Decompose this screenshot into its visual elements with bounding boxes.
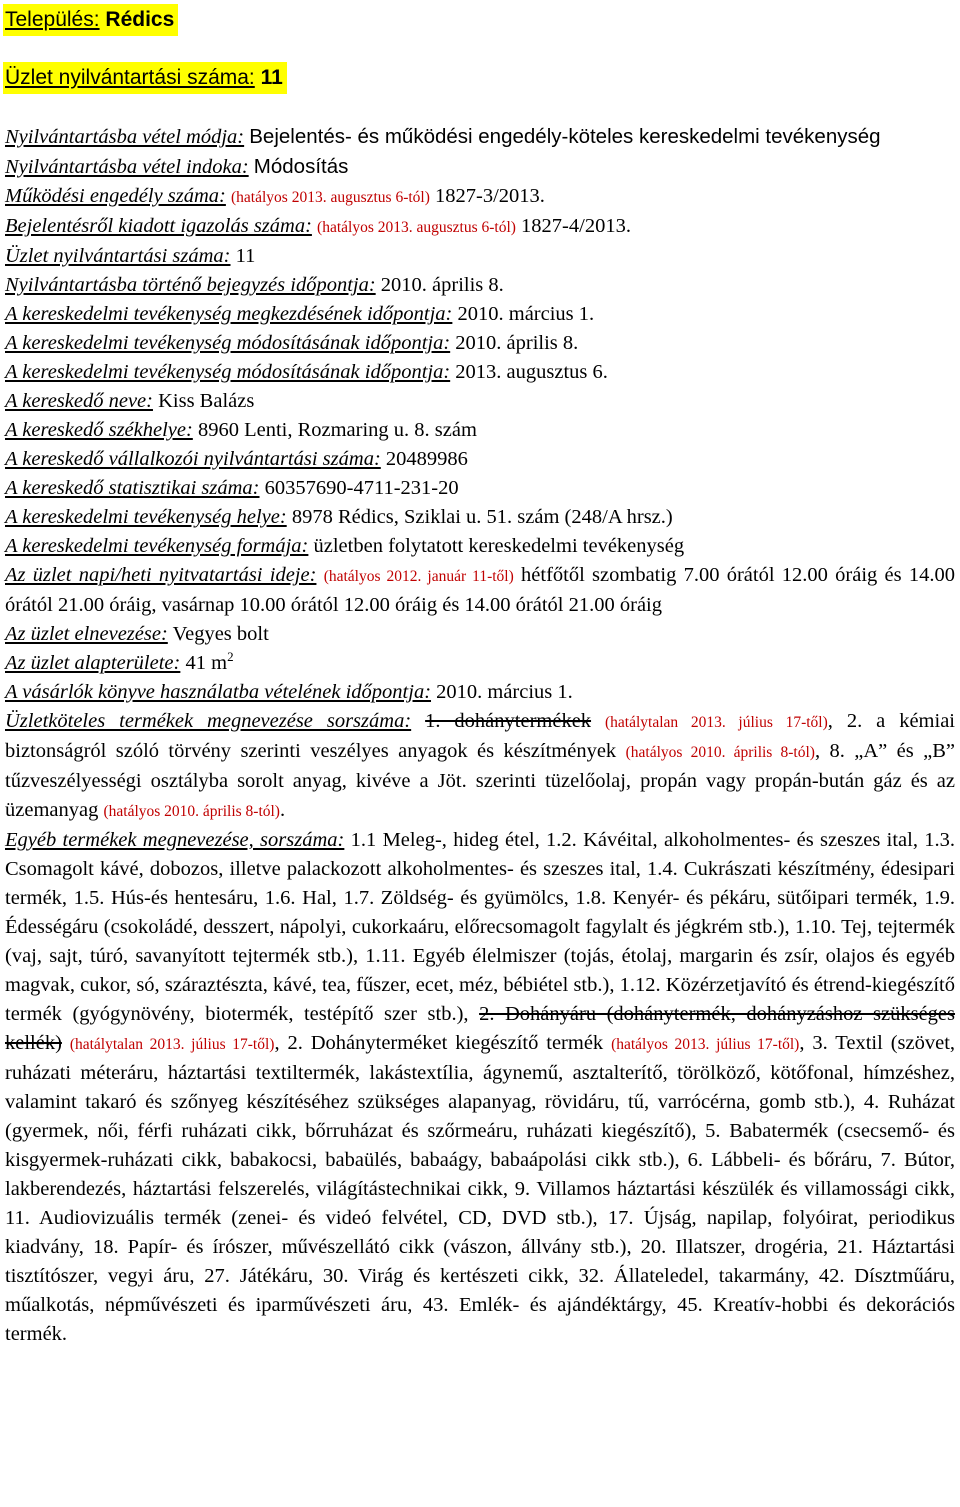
field-value: 2010. április 8.: [455, 332, 579, 354]
field-label: Az üzlet elnevezése:: [5, 623, 168, 645]
revoked-item: 2. Dohányáru (dohánytermék, dohányzáshoz szükséges kellék): [5, 1003, 956, 1054]
product-list: , 8. „A” és „B” tűzveszélyességi osztályba sorolt anyag, kivéve a Jöt. szerinti tüzelőolaj, propán vagy propán-bután gáz és az üzemanyag: [5, 740, 956, 821]
field-label: Nyilvántartásba vétel módja:: [5, 126, 245, 148]
field-value: Vegyes bolt: [172, 623, 269, 645]
field-floor-area: [5, 649, 955, 678]
field-entry-date: [5, 271, 955, 300]
field-label: A kereskedelmi tevékenység megkezdésének időpontja:: [5, 303, 453, 325]
town-value: Rédics: [105, 8, 175, 31]
field-mode: [5, 122, 955, 152]
field-licensed-products: [5, 707, 955, 826]
field-permit: [5, 182, 955, 212]
field-label: Az üzlet napi/heti nyitvatartási ideje:: [5, 564, 317, 586]
field-form: [5, 532, 955, 561]
validity-note: (hatályos 2010. április 8-tól): [103, 803, 280, 820]
field-value: 8960 Lenti, Rozmaring u. 8. szám: [197, 419, 477, 441]
field-start-date: [5, 300, 955, 329]
product-list: , 2. Dohányterméket kiegészítő termék: [274, 1032, 604, 1054]
field-cert: [5, 212, 955, 242]
field-value: 60357690-4711-231-20: [264, 477, 459, 499]
field-stat-number: [5, 474, 955, 503]
field-complaint-book: [5, 678, 955, 707]
store-number-label: Üzlet nyilvántartási száma:: [5, 66, 255, 89]
validity-note: (hatályos 2010. április 8-tól): [625, 744, 815, 761]
product-list: 1.1 Meleg-, hideg étel, 1.2. Kávéital, alkoholmentes- és szeszes ital, 1.3. Csomagolt kávé, dobozos, illetve palackozott alkoholmentes- és szeszes ital, 1.4. Cukrászati készítmény, édesipari termék, 1.5. Hús-és hentesáru, 1.6. Hal, 1.7. Zöldség- és gyümölcs, 1.8. Kenyér- és pékáru, sütőipari termék, 1.9. Édességáru (csokoládé, desszert, nápolyi, cukorkaáru, előrecsomagolt fagylalt és jégkrém stb.), 1.10. Tej, tejtermék (vaj, sajt, túró, savanyított tejtermék stb.), 1.11. Egyéb élelmiszer (tojás, étolaj, margarin és zsír, olajos és egyéb magvak, cukor, só, száraztészta, kávé, tea, fűszer, ecet, méz, bébiétel stb.), 1.12. Közérzetjavító és étrend-kiegészítő termék (gyógynövény, biotermék, testépítő szer stb.),: [5, 829, 955, 1025]
product-list: , 2. a kémiai biztonságról szóló törvény szerinti veszélyes anyagok és készítmények: [5, 710, 955, 762]
revoked-item: 1. dohánytermékek: [425, 710, 592, 732]
field-place: [5, 503, 955, 532]
field-label: A kereskedelmi tevékenység formája:: [5, 535, 309, 557]
field-value: Bejelentés- és működési engedély-köteles kereskedelmi tevékenység: [249, 125, 881, 148]
field-label: Nyilvántartásba történő bejegyzés időpontja:: [5, 274, 376, 296]
field-store-name: [5, 620, 955, 649]
record-body: [5, 122, 955, 1349]
punctuation: .: [279, 799, 286, 821]
field-label: A kereskedelmi tevékenység helye:: [5, 506, 287, 528]
validity-note: (hatálytalan 2013. július 17-től): [69, 1036, 275, 1053]
field-label: Bejelentésről kiadott igazolás száma:: [5, 215, 312, 237]
field-label: Az üzlet alapterülete:: [5, 652, 181, 674]
field-other-products: [5, 826, 955, 1349]
field-label: A kereskedő székhelye:: [5, 419, 193, 441]
field-value: 8978 Rédics, Sziklai u. 51. szám (248/A hrsz.): [291, 506, 673, 528]
field-label: A kereskedő neve:: [5, 390, 153, 412]
field-value: 2013. augusztus 6.: [455, 361, 608, 383]
field-value: 41 m: [185, 652, 228, 674]
validity-note: (hatályos 2012. január 11-től): [323, 568, 514, 585]
field-label: Egyéb termékek megnevezése, sorszáma:: [5, 829, 345, 851]
validity-note: (hatályos 2013. augusztus 6-tól): [231, 189, 430, 206]
store-number-heading: [3, 62, 287, 94]
validity-note: (hatálytalan 2013. július 17-től): [605, 714, 828, 731]
field-label: Működési engedély száma:: [5, 185, 226, 207]
area-unit-exponent: 2: [227, 649, 234, 665]
field-mod-date-1: [5, 329, 955, 358]
town-heading: [3, 4, 178, 36]
field-value: üzletben folytatott kereskedelmi tevékenység: [313, 535, 685, 557]
field-opening-hours: [5, 561, 955, 620]
field-label: A kereskedelmi tevékenység módosításának időpontja:: [5, 332, 451, 354]
field-trader-seat: [5, 416, 955, 445]
field-reason: [5, 152, 955, 182]
validity-note: (hatályos 2013. augusztus 6-tól): [317, 219, 516, 236]
field-value: Kiss Balázs: [158, 390, 255, 412]
field-trader-name: [5, 387, 955, 416]
field-value: Módosítás: [253, 155, 349, 178]
field-label: Üzletköteles termékek megnevezése sorszáma:: [5, 710, 412, 732]
field-value: 20489986: [385, 448, 468, 470]
field-value: 2010. március 1.: [436, 681, 573, 703]
validity-note: (hatályos 2013. július 17-től): [611, 1036, 800, 1053]
town-label: Település:: [5, 8, 100, 31]
field-value: hétfőtől szombatig 7.00 órától 12.00 óráig és 14.00 órától 21.00 óráig, vasárnap 10.00 órától 12.00 óráig és 14.00 órától 21.00 óráig: [5, 564, 956, 616]
field-value: 11: [235, 245, 256, 267]
field-value: 1827-3/2013.: [435, 185, 545, 207]
field-regno: [5, 242, 955, 271]
field-label: Üzlet nyilvántartási száma:: [5, 245, 231, 267]
field-mod-date-2: [5, 358, 955, 387]
field-value: 2010. március 1.: [457, 303, 595, 325]
store-number-value: 11: [260, 66, 283, 89]
field-enterprise-reg: [5, 445, 955, 474]
field-label: A kereskedő vállalkozói nyilvántartási száma:: [5, 448, 381, 470]
field-label: Nyilvántartásba vétel indoka:: [5, 156, 249, 178]
field-label: A kereskedelmi tevékenység módosításának időpontja:: [5, 361, 451, 383]
field-value: 1827-4/2013.: [521, 215, 631, 237]
field-value: 2010. április 8.: [380, 274, 504, 296]
field-label: A vásárlók könyve használatba vételének időpontja:: [5, 681, 432, 703]
field-label: A kereskedő statisztikai száma:: [5, 477, 260, 499]
product-list: , 3. Textil (szövet, ruházati méteráru, háztartási textiltermék, lakástextília, ágynemű, asztalterítő, törölköző, kötőfonal, hímzéshez, valamint takaró és szőnyeg készítéséhez szükséges alapanyag, rövidáru, tű, varrócérna, gomb stb.), 4. Ruházat (gyermek, női, férfi ruházati cikk, bőrruházat és szőrmeáru, ruházati kiegészítő), 5. Babatermék (csecsemő- és kisgyermek-ruházati cikk, babakocsi, babaülés, babaágy, babaápolási cikk stb.), 6. Lábbeli- és bőráru, 7. Bútor, lakberendezés, háztartási felszerelés, világítástechnikai cikk, 9. Villamos háztartási készülék és villamossági cikk, 11. Audiovizuális termék (zenei- és videó felvétel, CD, DVD stb.), 17. Újság, napilap, folyóirat, periodikus kiadvány, 18. Papír- és írószer, művészellátó cikk (vászon, állvány stb.), 20. Illatszer, drogéria, 21. Háztartási tisztítószer, vegyi áru, 27. Játékáru, 30. Virág és kertészeti cikk, 32. Állateledel, takarmány, 42. Dísztműáru, műalkotás, népművészeti és iparművészeti áru, 43. Emlék- és ajándéktárgy, 45. Kreatív-hobbi és dekorációs termék.: [5, 1032, 956, 1345]
